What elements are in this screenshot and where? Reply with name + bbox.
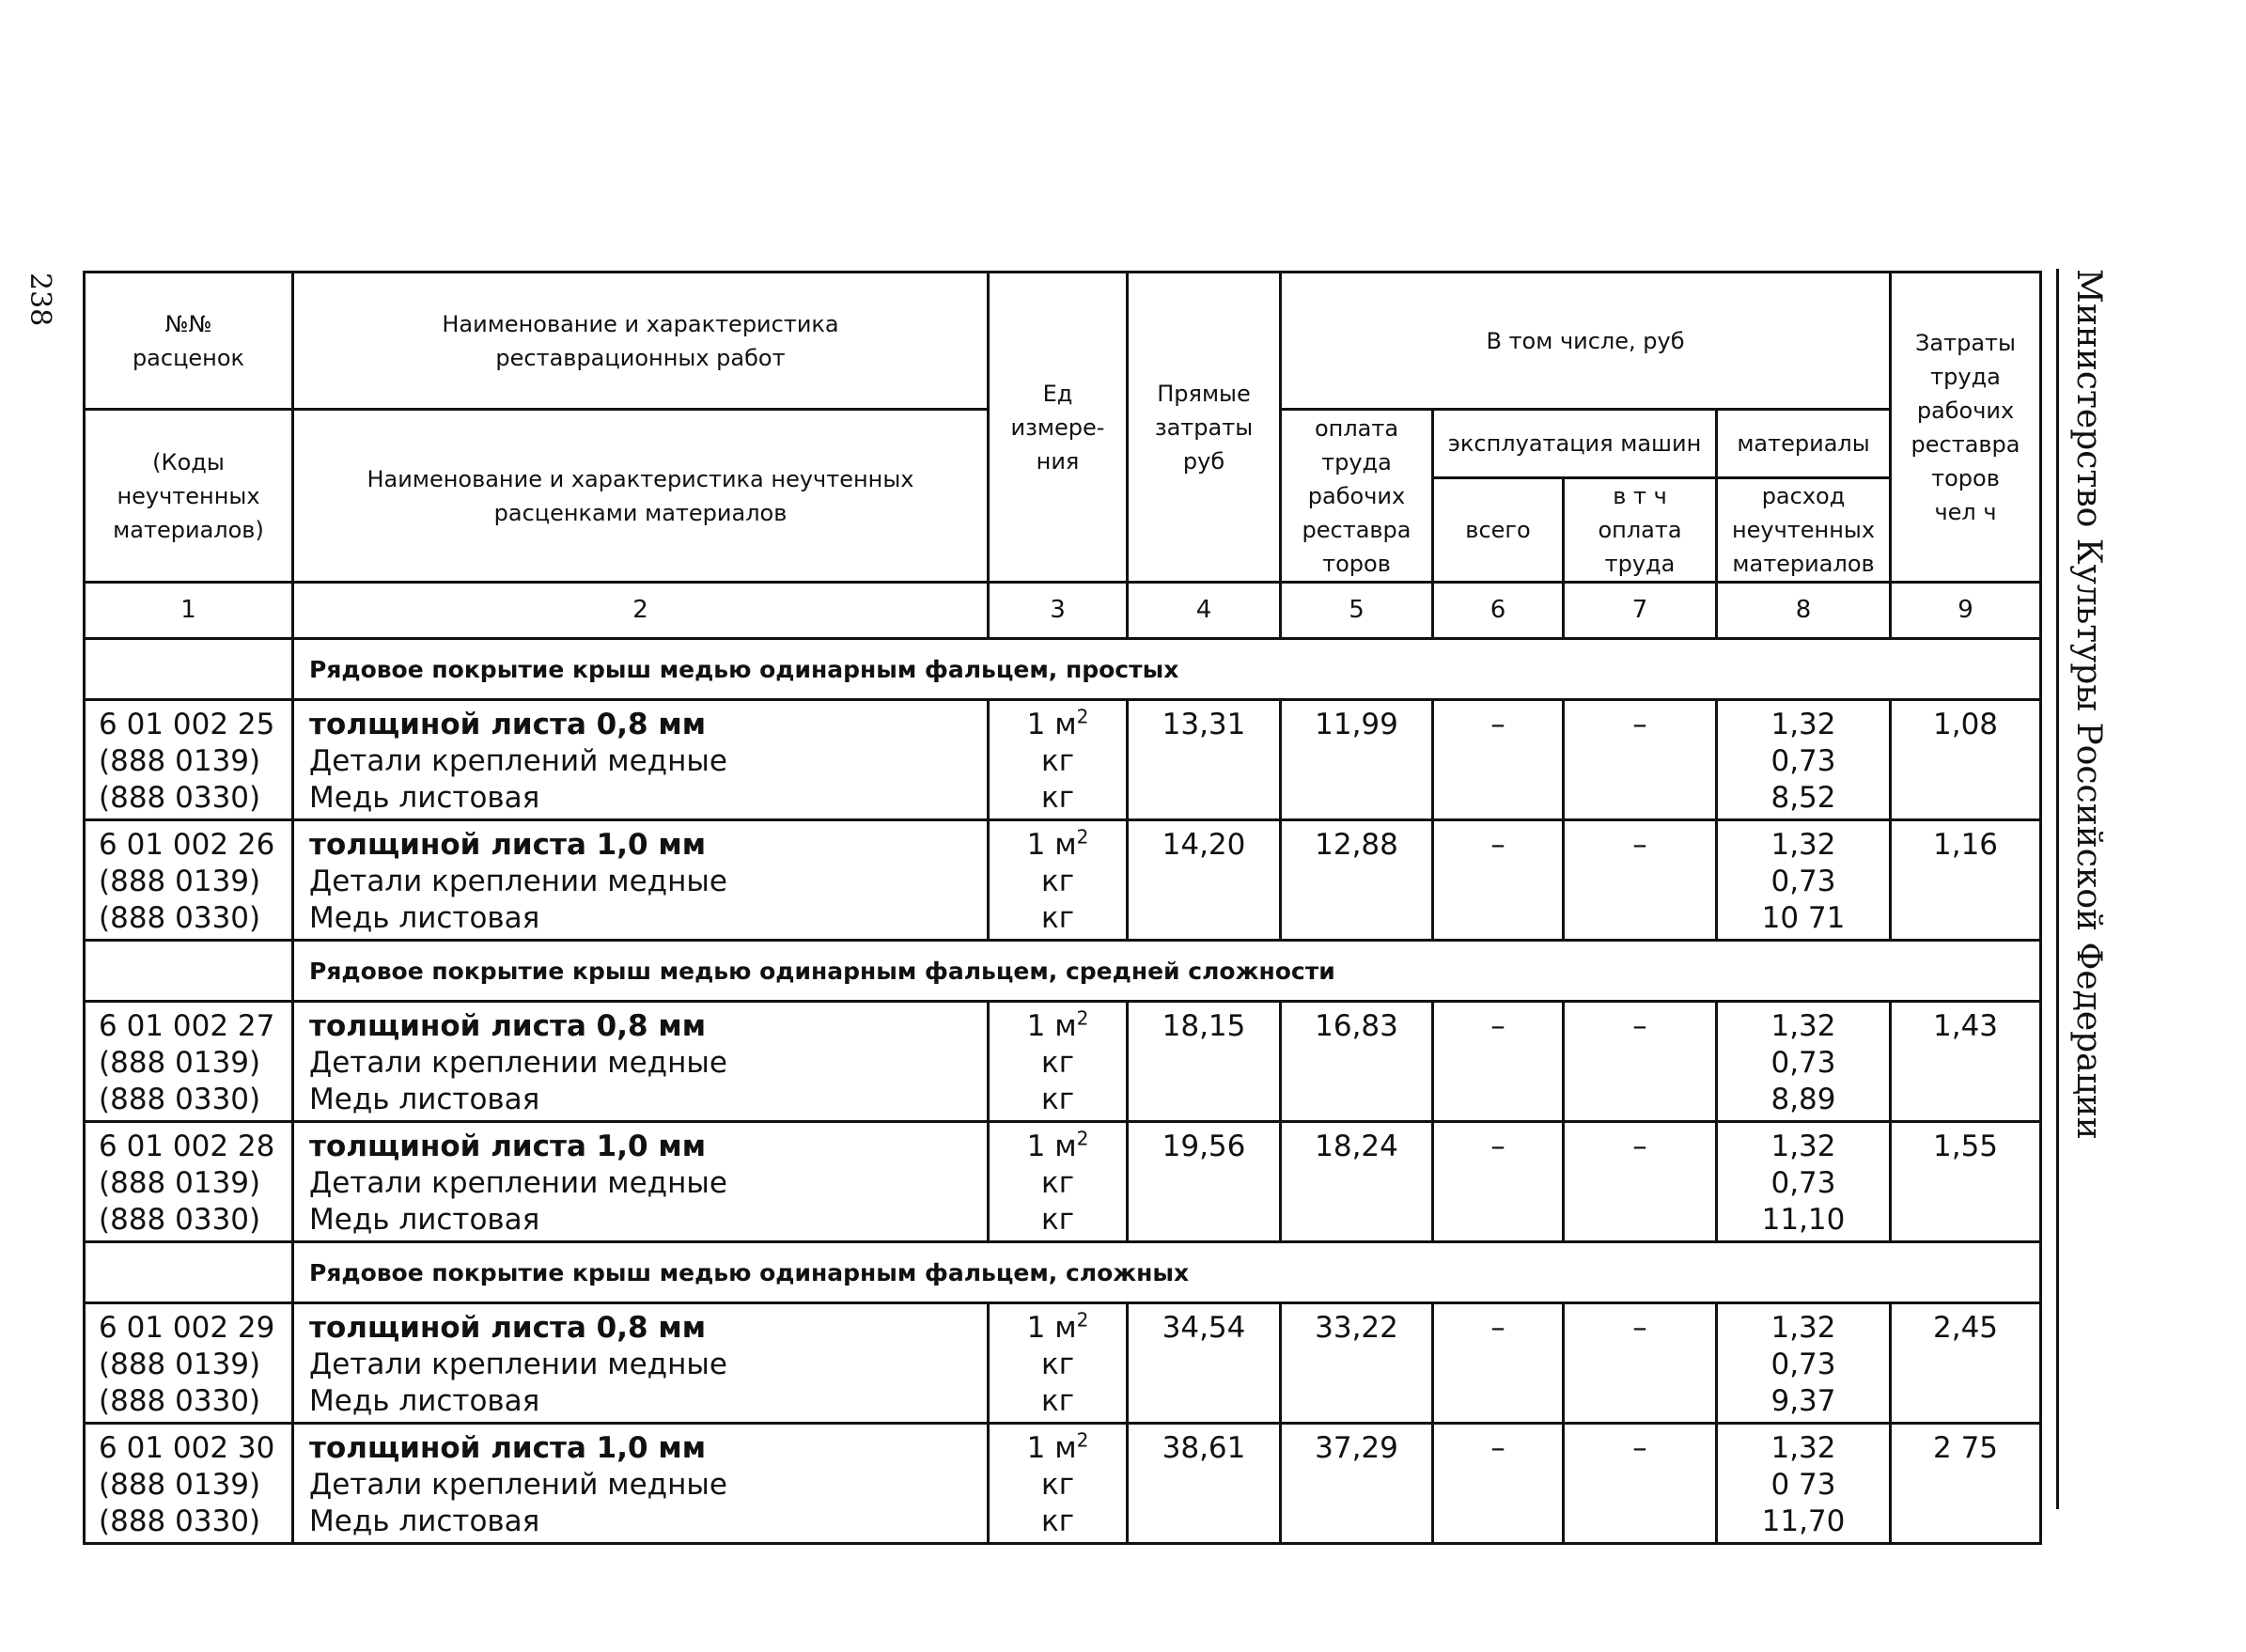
header-line: (Коды (152, 448, 225, 475)
material-name: Детали креплении медные (309, 1166, 727, 1200)
rate-code: (888 0330) (99, 781, 261, 815)
rate-code: (888 0330) (99, 901, 261, 935)
labor-hours-cell: 1,55 (1891, 1122, 2041, 1242)
material-amount: 0,73 (1770, 744, 1836, 778)
header-row-1 (85, 273, 2041, 410)
materials-cell (1717, 700, 1891, 820)
unit: 1 $м^2$ (1026, 1308, 1089, 1345)
header-line: в т ч (1613, 483, 1667, 509)
header-line: чел ч (1934, 498, 1997, 525)
rates-table (83, 271, 2042, 1545)
header-col2-bottom (293, 410, 989, 583)
section-empty-cell (85, 639, 293, 700)
material-amount: 11,70 (1761, 1504, 1846, 1538)
unit: кг (1040, 901, 1074, 935)
header-line: №№ (164, 310, 212, 337)
column-numbers-row (85, 583, 2041, 639)
rate-code: (888 0330) (99, 1384, 261, 1418)
material-amount: 8,52 (1770, 781, 1836, 815)
rate-code: 6 01 002 30 (99, 1431, 275, 1465)
column-number: 6 (1433, 583, 1564, 639)
column-number: 3 (989, 583, 1128, 639)
unit: кг (1040, 744, 1074, 778)
unit: 1 $м^2$ (1026, 1006, 1089, 1043)
header-col5 (1281, 410, 1433, 583)
direct-costs-cell: 19,56 (1128, 1122, 1281, 1242)
material-name: Детали креплении медные (309, 865, 727, 898)
table-row (85, 820, 2041, 941)
direct-costs-cell: 38,61 (1128, 1424, 1281, 1544)
column-number: 2 (293, 583, 989, 639)
machines-labor-cell: – (1564, 1424, 1717, 1544)
material-name: Медь листовая (309, 1504, 540, 1538)
unit: 1 $м^2$ (1026, 825, 1089, 862)
material-amount: 0,73 (1770, 865, 1836, 898)
rate-code: 6 01 002 26 (99, 828, 275, 862)
material-name: Детали креплении медные (309, 1348, 727, 1381)
page-number: 238 (23, 273, 56, 327)
work-name-cell (293, 1424, 989, 1544)
unit: кг (1040, 1166, 1074, 1200)
header-line: оплата (1314, 414, 1399, 442)
material-amount: 1,32 (1770, 828, 1836, 862)
rate-code: (888 0139) (99, 1046, 261, 1080)
material-name: Детали креплений медные (309, 744, 727, 778)
labor-hours-cell: 2 75 (1891, 1424, 2041, 1544)
work-name: толщиной листа 0,8 мм (309, 708, 707, 741)
header-line: торов (1931, 464, 2000, 491)
materials-cell (1717, 1002, 1891, 1122)
header-col1-top (85, 273, 293, 410)
table-row (85, 700, 2041, 820)
header-line: Ед (1042, 380, 1073, 407)
labor-pay-cell: 16,83 (1281, 1002, 1433, 1122)
header-line: Прямые (1157, 380, 1251, 407)
header-col7 (1564, 478, 1717, 583)
header-col1-bottom (85, 410, 293, 583)
header-line: труда (1321, 448, 1392, 475)
unit: кг (1040, 1083, 1074, 1116)
header-line: рабочих (1307, 482, 1406, 509)
column-number: 5 (1281, 583, 1433, 639)
machines-total-cell: – (1433, 700, 1564, 820)
side-title-text: Министерство Культуры Российской Федерации (2069, 269, 2108, 1140)
section-empty-cell (85, 941, 293, 1002)
header-line: материалов) (113, 516, 264, 543)
header-line: оплата (1598, 517, 1682, 543)
materials-cell (1717, 820, 1891, 941)
unit: кг (1040, 865, 1074, 898)
labor-pay-cell: 33,22 (1281, 1303, 1433, 1424)
unit: кг (1040, 1046, 1074, 1080)
rate-code: 6 01 002 25 (99, 708, 275, 741)
rate-code: (888 0330) (99, 1083, 261, 1116)
header-col2-top (293, 273, 989, 410)
column-number: 8 (1717, 583, 1891, 639)
rate-codes-cell (85, 1002, 293, 1122)
table-row (85, 1002, 2041, 1122)
machines-total-cell: – (1433, 1303, 1564, 1424)
header-line: реставра (1911, 430, 2020, 458)
machines-total-cell: – (1433, 1122, 1564, 1242)
labor-pay-cell: 37,29 (1281, 1424, 1433, 1544)
work-name: толщиной листа 0,8 мм (309, 1009, 707, 1043)
column-number: 4 (1128, 583, 1281, 639)
header-line: торов (1322, 550, 1391, 577)
machines-labor-cell: – (1564, 700, 1717, 820)
unit: кг (1040, 1203, 1074, 1237)
direct-costs-cell: 13,31 (1128, 700, 1281, 820)
header-line: Затраты (1915, 329, 2016, 356)
materials-cell (1717, 1303, 1891, 1424)
labor-hours-cell: 2,45 (1891, 1303, 2041, 1424)
section-title: Рядовое покрытие крыш медью одинарным фальцем, простых (293, 639, 2041, 700)
units-cell (989, 1424, 1128, 1544)
labor-pay-cell: 12,88 (1281, 820, 1433, 941)
header-line: материалов (1732, 551, 1875, 577)
rate-code: (888 0139) (99, 744, 261, 778)
work-name-cell (293, 700, 989, 820)
units-cell (989, 1002, 1128, 1122)
work-name: толщиной листа 1,0 мм (309, 1431, 707, 1465)
work-name: толщиной листа 0,8 мм (309, 1311, 707, 1345)
material-name: Медь листовая (309, 1203, 540, 1237)
material-amount: 8,89 (1770, 1083, 1836, 1116)
rate-code: 6 01 002 29 (99, 1311, 275, 1345)
table-row (85, 1122, 2041, 1242)
work-name-cell (293, 1122, 989, 1242)
header-line: реставрационных работ (495, 344, 786, 371)
unit: 1 $м^2$ (1026, 705, 1089, 741)
material-amount: 1,32 (1770, 1130, 1836, 1163)
section-empty-cell (85, 1242, 293, 1303)
labor-hours-cell: 1,16 (1891, 820, 2041, 941)
header-col8 (1717, 478, 1891, 583)
work-name: толщиной листа 1,0 мм (309, 828, 707, 862)
machines-total-cell: – (1433, 1424, 1564, 1544)
rate-codes-cell (85, 700, 293, 820)
units-cell (989, 1122, 1128, 1242)
header-line: измере- (1010, 413, 1105, 441)
labor-pay-cell: 11,99 (1281, 700, 1433, 820)
material-name: Медь листовая (309, 1083, 540, 1116)
rate-code: (888 0139) (99, 1468, 261, 1502)
rate-code: 6 01 002 27 (99, 1009, 275, 1043)
rate-code: (888 0139) (99, 865, 261, 898)
header-line: труда (1930, 363, 2001, 390)
direct-costs-cell: 14,20 (1128, 820, 1281, 941)
rate-code: (888 0139) (99, 1348, 261, 1381)
work-name-cell (293, 1002, 989, 1122)
header-col9 (1891, 273, 2041, 583)
column-number: 7 (1564, 583, 1717, 639)
material-name: Детали креплений медные (309, 1468, 727, 1502)
header-machines: эксплуатация машин (1433, 410, 1717, 478)
unit: кг (1040, 1504, 1074, 1538)
table-row (85, 1303, 2041, 1424)
section-row (85, 941, 2041, 1002)
work-name-cell (293, 1303, 989, 1424)
header-group: В том числе, руб (1281, 273, 1891, 410)
header-line: труда (1604, 551, 1676, 577)
material-amount: 1,32 (1770, 1009, 1836, 1043)
rate-code: (888 0330) (99, 1504, 261, 1538)
unit: кг (1040, 1384, 1074, 1418)
rate-codes-cell (85, 1424, 293, 1544)
header-col6: всего (1433, 478, 1564, 583)
materials-cell (1717, 1424, 1891, 1544)
header-line: ния (1036, 447, 1080, 475)
labor-hours-cell: 1,43 (1891, 1002, 2041, 1122)
header-col4 (1128, 273, 1281, 583)
section-row (85, 639, 2041, 700)
machines-labor-cell: – (1564, 1303, 1717, 1424)
material-amount: 10 71 (1761, 901, 1846, 935)
machines-total-cell: – (1433, 1002, 1564, 1122)
unit: 1 $м^2$ (1026, 1127, 1089, 1163)
work-name-cell (293, 820, 989, 941)
column-number: 9 (1891, 583, 2041, 639)
material-amount: 0,73 (1770, 1348, 1836, 1381)
header-line: расход (1761, 483, 1846, 509)
header-line: Наименование и характеристика (442, 310, 839, 337)
direct-costs-cell: 34,54 (1128, 1303, 1281, 1424)
material-amount: 0,73 (1770, 1166, 1836, 1200)
header-line: Наименование и характеристика неучтенных (367, 465, 914, 492)
material-amount: 1,32 (1770, 1431, 1836, 1465)
section-row (85, 1242, 2041, 1303)
machines-labor-cell: – (1564, 820, 1717, 941)
unit: кг (1040, 1348, 1074, 1381)
rate-codes-cell (85, 1122, 293, 1242)
header-line: руб (1182, 447, 1225, 475)
rate-code: (888 0330) (99, 1203, 261, 1237)
rate-code: 6 01 002 28 (99, 1130, 275, 1163)
header-line: неучтенных (1731, 517, 1876, 543)
machines-total-cell: – (1433, 820, 1564, 941)
units-cell (989, 820, 1128, 941)
rate-codes-cell (85, 820, 293, 941)
header-col3 (989, 273, 1128, 583)
labor-hours-cell: 1,08 (1891, 700, 2041, 820)
units-cell (989, 700, 1128, 820)
section-title: Рядовое покрытие крыш медью одинарным фальцем, сложных (293, 1242, 2041, 1303)
work-name: толщиной листа 1,0 мм (309, 1130, 707, 1163)
unit: 1 $м^2$ (1026, 1428, 1089, 1465)
column-number: 1 (85, 583, 293, 639)
table-row (85, 1424, 2041, 1544)
material-name: Медь листовая (309, 781, 540, 815)
header-line: реставра (1302, 516, 1412, 543)
section-title: Рядовое покрытие крыш медью одинарным фальцем, средней сложности (293, 941, 2041, 1002)
material-amount: 0 73 (1770, 1468, 1836, 1502)
header-line: рабочих (1916, 397, 2015, 424)
header-line: неучтенных (117, 482, 260, 509)
direct-costs-cell: 18,15 (1128, 1002, 1281, 1122)
materials-cell (1717, 1122, 1891, 1242)
material-amount: 1,32 (1770, 1311, 1836, 1345)
header-line: расценок (132, 344, 245, 371)
rate-codes-cell (85, 1303, 293, 1424)
material-amount: 11,10 (1761, 1203, 1846, 1237)
material-amount: 1,32 (1770, 708, 1836, 741)
unit: кг (1040, 1468, 1074, 1502)
material-amount: 0,73 (1770, 1046, 1836, 1080)
machines-labor-cell: – (1564, 1122, 1717, 1242)
material-name: Медь листовая (309, 901, 540, 935)
material-name: Детали креплении медные (309, 1046, 727, 1080)
material-amount: 9,37 (1770, 1384, 1836, 1418)
side-title (2056, 269, 2106, 1509)
header-line: затраты (1154, 413, 1254, 441)
header-materials: материалы (1717, 410, 1891, 478)
material-name: Медь листовая (309, 1384, 540, 1418)
rate-code: (888 0139) (99, 1166, 261, 1200)
unit: кг (1040, 781, 1074, 815)
units-cell (989, 1303, 1128, 1424)
table-body (85, 273, 2041, 1544)
labor-pay-cell: 18,24 (1281, 1122, 1433, 1242)
machines-labor-cell: – (1564, 1002, 1717, 1122)
header-line: расценками материалов (493, 499, 788, 526)
